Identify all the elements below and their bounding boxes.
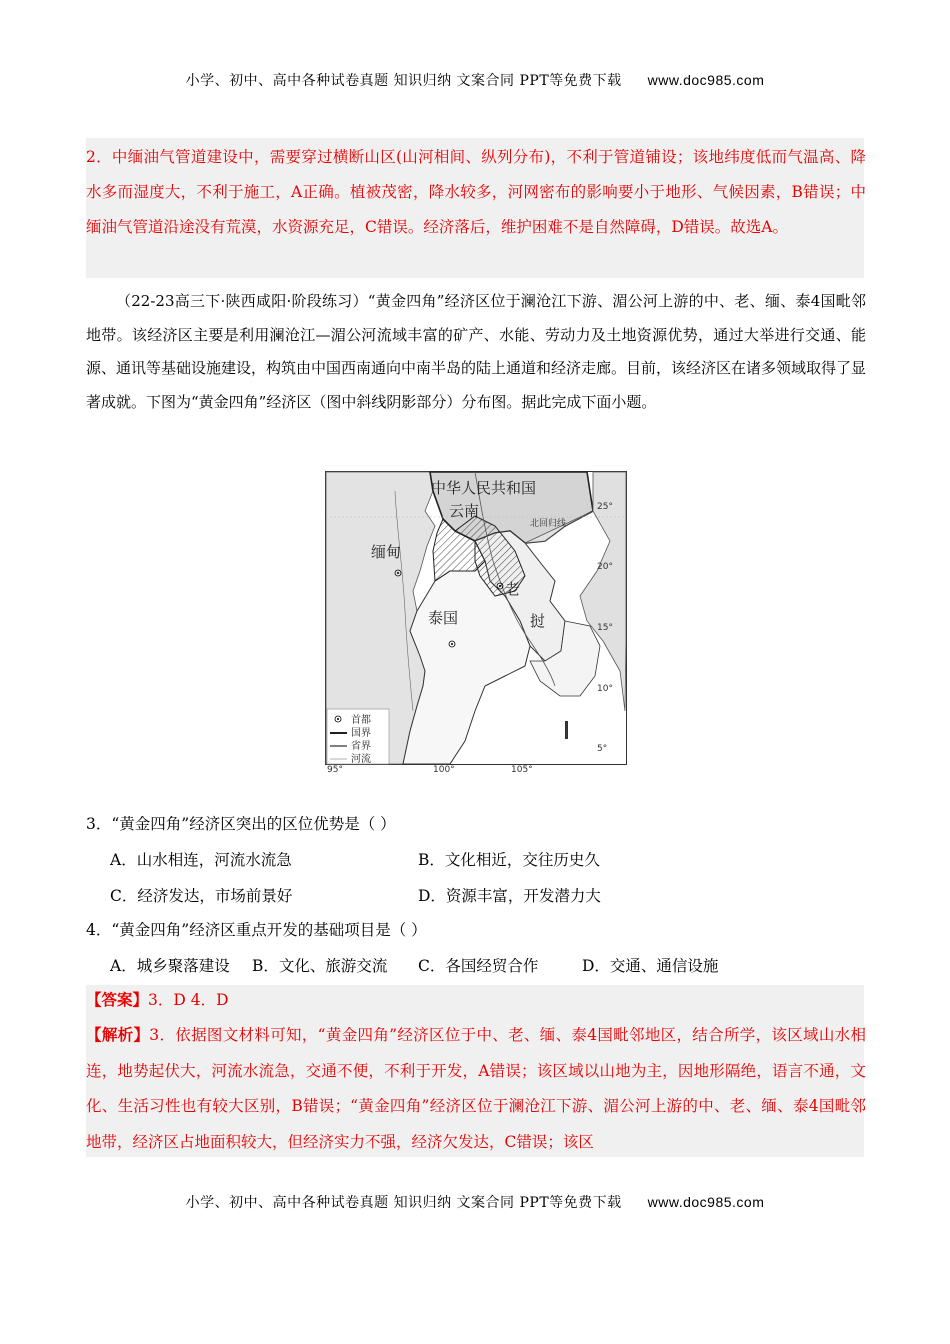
explanation-q2: 2．中缅油气管道建设中，需要穿过横断山区(山河相间、纵列分布)，不利于管道铺设；该地纬度低而气温高、降水多而湿度大，不利于施工，A正确。植被茂密，降水较多，河网密布的影响要小于地形、气候因素，B错误；中缅油气管道沿途没有荒漠，水资源充足，C错误。经济落后，维护困难不是自然障碍，D错误。故选A。 bbox=[86, 148, 866, 236]
lon-ticks bbox=[325, 765, 627, 779]
q4-option-a[interactable]: A．城乡聚落建设 bbox=[110, 957, 230, 975]
analysis-block bbox=[86, 1017, 866, 1160]
lon-tick-105: 105° bbox=[511, 765, 533, 775]
label-thailand: 泰国 bbox=[428, 609, 459, 627]
q3-stem: 3．“黄金四角”经济区突出的区位优势是（ ） bbox=[86, 815, 396, 833]
golden-quadrangle-map bbox=[325, 471, 627, 775]
label-china: 中华人民共和国 bbox=[431, 479, 537, 497]
q4-option-d[interactable]: D．交通、通信设施 bbox=[582, 957, 719, 975]
q4-option-c[interactable]: C．各国经贸合作 bbox=[418, 957, 539, 975]
label-laos-1: 老 bbox=[505, 580, 521, 598]
label-laos-2: 挝 bbox=[530, 612, 546, 630]
lon-tick-100: 100° bbox=[433, 765, 455, 775]
lat-tick-10: 10° bbox=[597, 684, 613, 694]
legend-province-border: 省界 bbox=[351, 741, 371, 752]
q3-option-c[interactable]: C．经济发达，市场前景好 bbox=[110, 887, 293, 905]
answer-tag: 【答案】 bbox=[86, 990, 149, 1009]
legend-national-border: 国界 bbox=[351, 728, 371, 739]
label-myanmar: 缅甸 bbox=[371, 543, 402, 561]
footer-site-link[interactable]: www.doc985.com bbox=[647, 1194, 765, 1210]
intro-paragraph: （22-23高三下·陕西咸阳·阶段练习）“黄金四角”经济区位于澜沧江下游、湄公河上游的中、老、缅、泰4国毗邻地带。该经济区主要是利用澜沧江—湄公河流域丰富的矿产、水能、劳动力及土地资源优势，通过大举进行交通、能源、通讯等基础设施建设，构筑由中国西南通向中南半岛的陆上通道和经济走廊。目前，该经济区在诸多领域取得了显著成就。下图为“黄金四角”经济区（图中斜线阴影部分）分布图。据此完成下面小题。 bbox=[86, 292, 867, 411]
q3-option-a[interactable]: A．山水相连，河流水流急 bbox=[110, 851, 292, 869]
header-site-link[interactable]: www.doc985.com bbox=[647, 72, 765, 88]
footer-text: 小学、初中、高中各种试卷真题 知识归纳 文案合同 PPT等免费下载 bbox=[185, 1195, 622, 1211]
header-text: 小学、初中、高中各种试卷真题 知识归纳 文案合同 PPT等免费下载 bbox=[185, 73, 622, 89]
lat-tick-20: 20° bbox=[597, 562, 613, 572]
lat-tick-25: 25° bbox=[597, 502, 613, 512]
label-yunnan: 云南 bbox=[449, 502, 480, 520]
map-svg bbox=[325, 471, 627, 765]
legend-river: 河流 bbox=[351, 754, 371, 765]
legend-capital: 首都 bbox=[351, 715, 371, 726]
q3-option-b[interactable]: B．文化相近，交往历史久 bbox=[418, 851, 600, 869]
answer-block bbox=[86, 982, 866, 1019]
island-mark bbox=[565, 721, 568, 739]
analysis-tag: 【解析】 bbox=[86, 1025, 150, 1044]
q3-option-d[interactable]: D．资源丰富，开发潜力大 bbox=[418, 887, 601, 905]
label-tropic: 北回归线 bbox=[530, 519, 567, 529]
answer-text: 3．D 4．D bbox=[148, 991, 229, 1009]
lon-tick-95: 95° bbox=[327, 765, 343, 775]
lat-tick-15: 15° bbox=[597, 623, 613, 633]
page-footer bbox=[0, 1192, 950, 1212]
q4-option-b[interactable]: B．文化、旅游交流 bbox=[252, 957, 388, 975]
lat-tick-5: 5° bbox=[597, 744, 608, 754]
page-header bbox=[0, 70, 950, 90]
analysis-text: 3．依据图文材料可知，“黄金四角”经济区位于中、老、缅、泰4国毗邻地区，结合所学，该区域山水相连，地势起伏大，河流水流急，交通不便，不利于开发，A错误；该区域以山地为主，因地形隔绝，语言不通，文化、生活习性也有较大区别，B错误；“黄金四角”经济区位于澜沧江下游、湄公河上游的中、老、缅、泰4国毗邻地带，经济区占地面积较大，但经济实力不强，经济欠发达，C错误；该区 bbox=[86, 1026, 866, 1151]
q4-stem: 4．“黄金四角”经济区重点开发的基础项目是（ ） bbox=[86, 921, 427, 939]
